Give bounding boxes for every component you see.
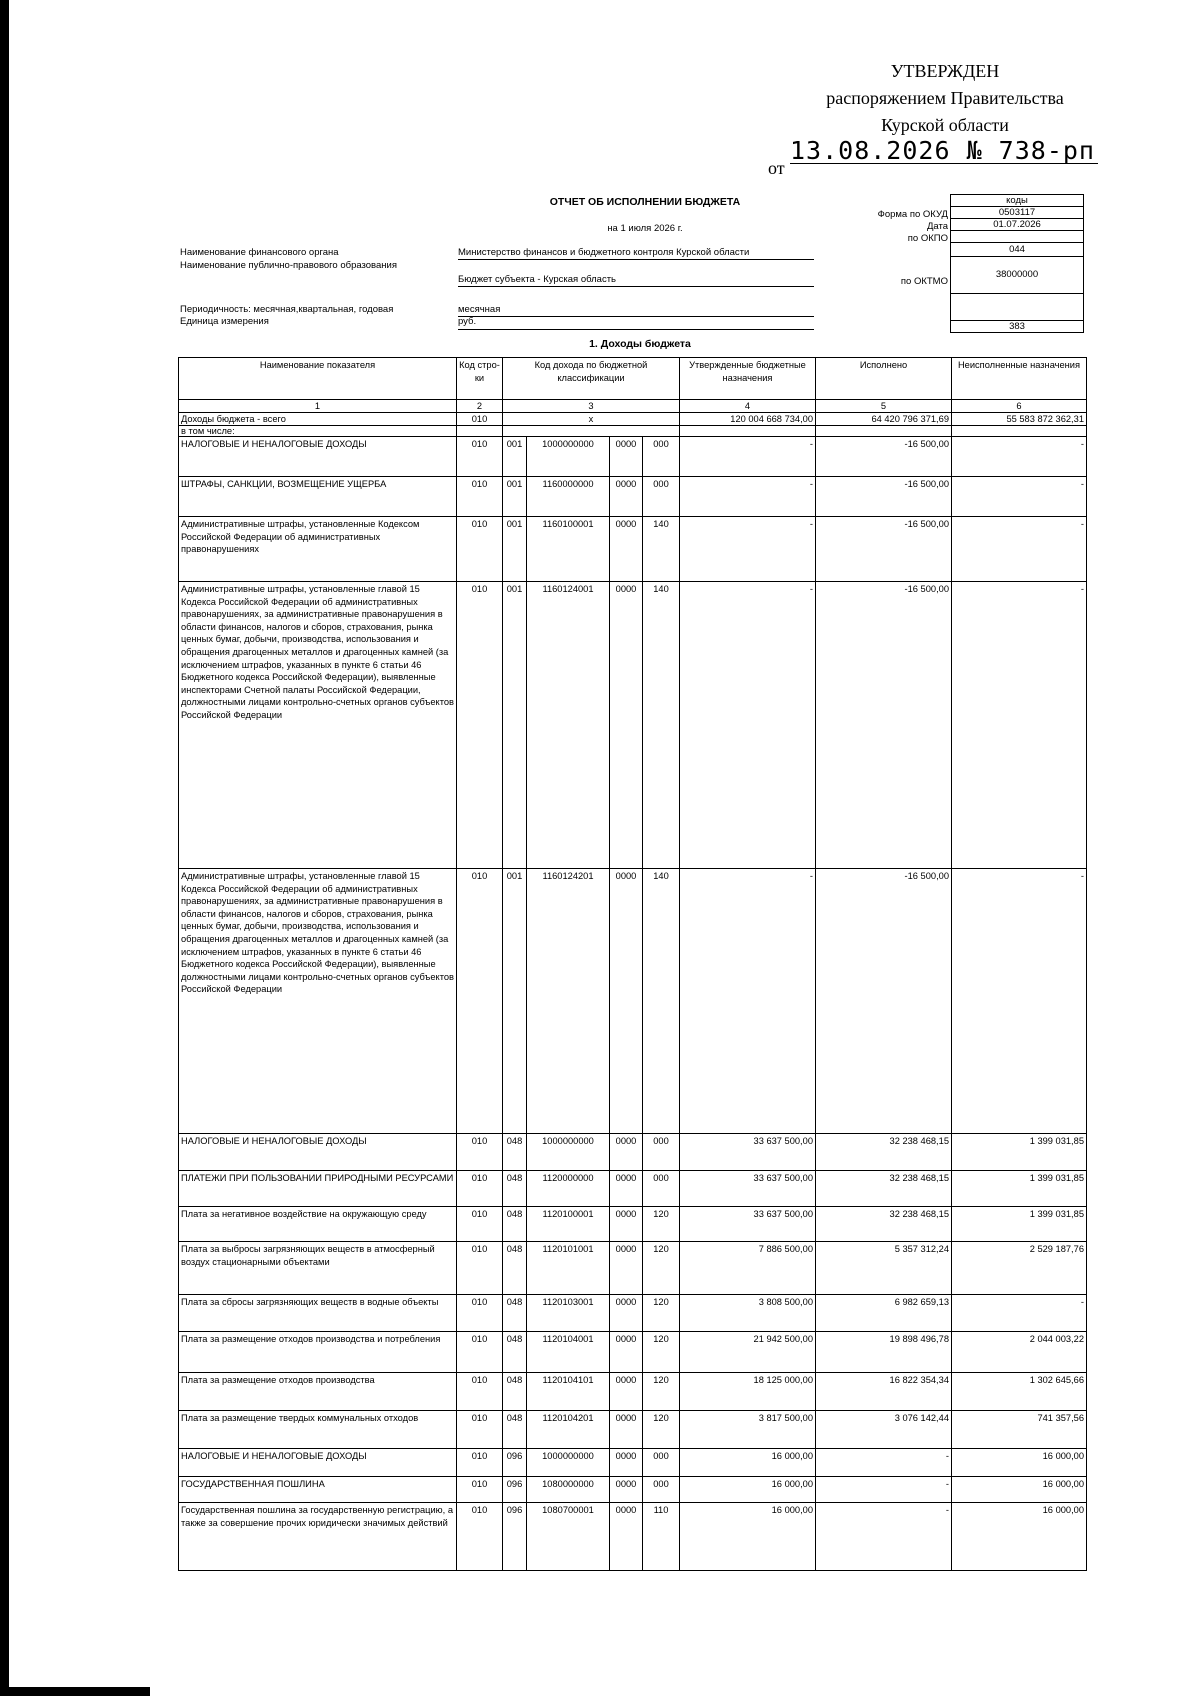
row-code-program: 0000 [610, 1449, 643, 1477]
total-done: 64 420 796 371,69 [816, 413, 952, 426]
row-done: - [816, 1477, 952, 1503]
unit-code-value: 383 [951, 321, 1084, 333]
okud-label: Форма по ОКУД [877, 209, 948, 220]
row-name: НАЛОГОВЫЕ И НЕНАЛОГОВЫЕ ДОХОДЫ [179, 1449, 457, 1477]
pub-value: Бюджет субъекта - Курская область [458, 274, 617, 285]
row-approved: 33 637 500,00 [680, 1134, 816, 1171]
row-code-admin: 048 [503, 1134, 527, 1171]
okud-value: 0503117 [951, 207, 1084, 219]
fin-org-value: Министерство финансов и бюджетного контроля Курской области [458, 247, 750, 258]
row-code-econ: 120 [643, 1332, 680, 1373]
row-name: НАЛОГОВЫЕ И НЕНАЛОГОВЫЕ ДОХОДЫ [179, 1134, 457, 1171]
row-code-program: 0000 [610, 1411, 643, 1449]
row-name: Административные штрафы, установленные главой 15 Кодекса Российской Федерации об административных правонарушениях, за административные правонарушения в области финансов, налогов и сборов, страхования, рынка ценных бумаг, добычи, производства, использования и обращения драгоценных металлов и драгоценных камней (за исключением штрафов, указанных в пункте 6 статьи 46 Бюджетного кодекса Российской Федерации), выявленные должностными лицами контрольно-счетных органов субъектов Российской Федерации [179, 869, 457, 1134]
row-code-income: 1120000000 [527, 1171, 610, 1207]
table-row [179, 1171, 1087, 1207]
row-done: 32 238 468,15 [816, 1171, 952, 1207]
row-line-code: 010 [457, 1411, 503, 1449]
income-rows [179, 437, 1087, 1571]
fin-org-underline [458, 259, 814, 260]
row-code-econ: 000 [643, 1171, 680, 1207]
table-row [179, 1242, 1087, 1295]
row-code-econ: 140 [643, 517, 680, 582]
row-name: Административные штрафы, установленные Кодексом Российской Федерации об административных правонарушениях [179, 517, 457, 582]
row-undone: - [952, 517, 1087, 582]
row-name: ПЛАТЕЖИ ПРИ ПОЛЬЗОВАНИИ ПРИРОДНЫМИ РЕСУРСАМИ [179, 1171, 457, 1207]
table-header-numbers [179, 400, 1087, 413]
row-line-code: 010 [457, 1171, 503, 1207]
total-undone: 55 583 872 362,31 [952, 413, 1087, 426]
row-name: Плата за размещение твердых коммунальных отходов [179, 1411, 457, 1449]
codes-box [950, 194, 1084, 333]
row-code-program: 0000 [610, 1207, 643, 1242]
row-code-econ: 000 [643, 477, 680, 517]
row-code-admin: 001 [503, 869, 527, 1134]
row-done: 19 898 496,78 [816, 1332, 952, 1373]
row-approved: 33 637 500,00 [680, 1171, 816, 1207]
pub-underline [458, 286, 814, 287]
row-done: -16 500,00 [816, 477, 952, 517]
approval-number: 13.08.2026 № 738-рп [790, 136, 1095, 165]
unit-underline [458, 329, 814, 330]
col-num-4: 4 [680, 400, 816, 413]
row-done: 5 357 312,24 [816, 1242, 952, 1295]
row-done: - [816, 1503, 952, 1571]
row-code-income: 1080700001 [527, 1503, 610, 1571]
date-label: Дата [926, 221, 948, 232]
table-row [179, 1295, 1087, 1332]
incl-blank [457, 426, 503, 437]
row-approved: 7 886 500,00 [680, 1242, 816, 1295]
row-done: -16 500,00 [816, 437, 952, 477]
codes-header: коды [951, 195, 1084, 207]
total-row [179, 413, 1087, 426]
row-approved: 16 000,00 [680, 1449, 816, 1477]
col-header-line: Код стро-ки [457, 358, 503, 400]
unit-value: руб. [458, 316, 477, 327]
row-code-program: 0000 [610, 869, 643, 1134]
row-code-program: 0000 [610, 1242, 643, 1295]
incl-blank [503, 426, 680, 437]
row-done: 3 076 142,44 [816, 1411, 952, 1449]
row-approved: 3 817 500,00 [680, 1411, 816, 1449]
approval-line-1: УТВЕРЖДЕН [890, 61, 1000, 81]
row-code-admin: 048 [503, 1242, 527, 1295]
col-header-done: Исполнено [816, 358, 952, 400]
table-header-row [179, 358, 1087, 400]
row-code-econ: 120 [643, 1295, 680, 1332]
row-code-program: 0000 [610, 477, 643, 517]
table-row [179, 582, 1087, 869]
row-done: -16 500,00 [816, 869, 952, 1134]
row-code-income: 1120104101 [527, 1373, 610, 1411]
total-name: Доходы бюджета - всего [179, 413, 457, 426]
approval-from: от [768, 158, 785, 178]
row-done: 6 982 659,13 [816, 1295, 952, 1332]
report-date-line: на 1 июля 2026 г. [607, 223, 683, 234]
row-code-admin: 001 [503, 477, 527, 517]
row-code-admin: 001 [503, 582, 527, 869]
table-row [179, 1207, 1087, 1242]
row-code-admin: 048 [503, 1332, 527, 1373]
row-line-code: 010 [457, 869, 503, 1134]
approval-block [815, 58, 1075, 139]
row-name: ГОСУДАРСТВЕННАЯ ПОШЛИНА [179, 1477, 457, 1503]
row-code-program: 0000 [610, 437, 643, 477]
table-row [179, 1503, 1087, 1571]
row-code-program: 0000 [610, 1295, 643, 1332]
row-approved: 33 637 500,00 [680, 1207, 816, 1242]
incl-blank [952, 426, 1087, 437]
row-undone: - [952, 869, 1087, 1134]
col-num-2: 2 [457, 400, 503, 413]
row-undone: - [952, 477, 1087, 517]
row-code-income: 1160124001 [527, 582, 610, 869]
row-approved: - [680, 517, 816, 582]
row-undone: 1 399 031,85 [952, 1134, 1087, 1171]
row-code-econ: 120 [643, 1373, 680, 1411]
row-approved: - [680, 869, 816, 1134]
row-code-program: 0000 [610, 1503, 643, 1571]
row-code-admin: 048 [503, 1295, 527, 1332]
row-code-admin: 048 [503, 1411, 527, 1449]
table-row [179, 1411, 1087, 1449]
row-done: -16 500,00 [816, 517, 952, 582]
table-row [179, 517, 1087, 582]
row-line-code: 010 [457, 1242, 503, 1295]
row-undone: - [952, 582, 1087, 869]
glava-value: 044 [951, 243, 1084, 257]
col-header-undone: Неисполненные назначения [952, 358, 1087, 400]
row-line-code: 010 [457, 1373, 503, 1411]
row-done: - [816, 1449, 952, 1477]
row-code-program: 0000 [610, 1332, 643, 1373]
row-line-code: 010 [457, 1332, 503, 1373]
col-header-code: Код дохода по бюджетной классификации [503, 358, 680, 400]
row-undone: 1 399 031,85 [952, 1207, 1087, 1242]
scan-edge-bottom [0, 1687, 150, 1696]
row-undone: 1 302 645,66 [952, 1373, 1087, 1411]
row-line-code: 010 [457, 517, 503, 582]
row-line-code: 010 [457, 1207, 503, 1242]
incl-row [179, 426, 1087, 437]
row-code-econ: 000 [643, 1449, 680, 1477]
row-approved: - [680, 437, 816, 477]
row-code-income: 1120101001 [527, 1242, 610, 1295]
row-code-income: 1120104201 [527, 1411, 610, 1449]
row-undone: 16 000,00 [952, 1449, 1087, 1477]
row-code-income: 1160124201 [527, 869, 610, 1134]
row-undone: - [952, 1295, 1087, 1332]
row-name: Плата за размещение отходов производства [179, 1373, 457, 1411]
row-approved: - [680, 582, 816, 869]
row-line-code: 010 [457, 1503, 503, 1571]
row-line-code: 010 [457, 1134, 503, 1171]
row-code-income: 1000000000 [527, 1449, 610, 1477]
section-title: 1. Доходы бюджета [589, 338, 691, 350]
income-table [178, 357, 1087, 1571]
table-row [179, 477, 1087, 517]
row-code-econ: 000 [643, 437, 680, 477]
total-approved: 120 004 668 734,00 [680, 413, 816, 426]
incl-blank [816, 426, 952, 437]
row-done: 32 238 468,15 [816, 1207, 952, 1242]
total-line: 010 [457, 413, 503, 426]
row-name: Плата за сбросы загрязняющих веществ в водные объекты [179, 1295, 457, 1332]
row-line-code: 010 [457, 437, 503, 477]
row-name: Административные штрафы, установленные главой 15 Кодекса Российской Федерации об административных правонарушениях, за административные правонарушения в области финансов, налогов и сборов, страхования, рынка ценных бумаг, добычи, производства, использования и обращения драгоценных металлов и драгоценных камней (за исключением штрафов, указанных в пункте 6 статьи 46 Бюджетного кодекса Российской Федерации), выявленные инспекторами Счетной палаты Российской Федерации, должностными лицами контрольно-счетных органов субъектов Российской Федерации [179, 582, 457, 869]
row-line-code: 010 [457, 1449, 503, 1477]
table-row [179, 1134, 1087, 1171]
row-code-admin: 048 [503, 1373, 527, 1411]
col-header-name: Наименование показателя [179, 358, 457, 400]
row-code-econ: 110 [643, 1503, 680, 1571]
row-code-program: 0000 [610, 1134, 643, 1171]
row-code-program: 0000 [610, 1171, 643, 1207]
row-code-income: 1120100001 [527, 1207, 610, 1242]
period-underline [458, 316, 814, 317]
oktmo-value: 38000000 [951, 257, 1084, 294]
row-code-econ: 120 [643, 1242, 680, 1295]
approval-line-3: Курской области [881, 115, 1009, 135]
row-code-econ: 140 [643, 869, 680, 1134]
row-code-econ: 120 [643, 1207, 680, 1242]
unit-label: Единица измерения [180, 316, 269, 327]
table-row [179, 1449, 1087, 1477]
row-done: -16 500,00 [816, 582, 952, 869]
row-done: 16 822 354,34 [816, 1373, 952, 1411]
row-code-admin: 001 [503, 437, 527, 477]
row-line-code: 010 [457, 582, 503, 869]
date-value: 01.07.2026 [951, 219, 1084, 231]
okpo-value [951, 231, 1084, 243]
table-row [179, 1477, 1087, 1503]
row-undone: 2 529 187,76 [952, 1242, 1087, 1295]
period-label: Периодичность: месячная,квартальная, годовая [180, 304, 394, 315]
row-name: ШТРАФЫ, САНКЦИИ, ВОЗМЕЩЕНИЕ УЩЕРБА [179, 477, 457, 517]
row-name: Государственная пошлина за государственную регистрацию, а также за совершение прочих юридически значимых действий [179, 1503, 457, 1571]
col-num-1: 1 [179, 400, 457, 413]
row-approved: 18 125 000,00 [680, 1373, 816, 1411]
row-code-income: 1120103001 [527, 1295, 610, 1332]
period-value: месячная [458, 304, 501, 315]
row-code-admin: 096 [503, 1449, 527, 1477]
row-approved: 3 808 500,00 [680, 1295, 816, 1332]
pub-label: Наименование публично-правового образования [180, 260, 397, 271]
row-undone: - [952, 437, 1087, 477]
row-approved: 21 942 500,00 [680, 1332, 816, 1373]
col-num-6: 6 [952, 400, 1087, 413]
row-undone: 1 399 031,85 [952, 1171, 1087, 1207]
row-code-program: 0000 [610, 517, 643, 582]
scan-edge-left [0, 0, 9, 1696]
blank-code-value [951, 294, 1084, 321]
row-line-code: 010 [457, 1477, 503, 1503]
approval-number-underline [790, 163, 1098, 164]
col-num-3: 3 [503, 400, 680, 413]
table-row [179, 1332, 1087, 1373]
oktmo-label: по ОКТМО [900, 276, 948, 287]
row-code-income: 1000000000 [527, 437, 610, 477]
col-num-5: 5 [816, 400, 952, 413]
table-row [179, 437, 1087, 477]
col-header-approved: Утвержденные бюджетные назначения [680, 358, 816, 400]
row-code-admin: 096 [503, 1477, 527, 1503]
row-code-income: 1120104001 [527, 1332, 610, 1373]
row-code-income: 1080000000 [527, 1477, 610, 1503]
okpo-label: по ОКПО [907, 233, 948, 244]
row-code-admin: 048 [503, 1171, 527, 1207]
row-code-econ: 140 [643, 582, 680, 869]
row-name: Плата за негативное воздействие на окружающую среду [179, 1207, 457, 1242]
fin-org-label: Наименование финансового органа [180, 247, 339, 258]
row-undone: 741 357,56 [952, 1411, 1087, 1449]
row-line-code: 010 [457, 1295, 503, 1332]
row-name: НАЛОГОВЫЕ И НЕНАЛОГОВЫЕ ДОХОДЫ [179, 437, 457, 477]
row-line-code: 010 [457, 477, 503, 517]
row-code-econ: 120 [643, 1411, 680, 1449]
row-code-income: 1160100001 [527, 517, 610, 582]
row-code-income: 1000000000 [527, 1134, 610, 1171]
row-undone: 16 000,00 [952, 1503, 1087, 1571]
row-approved: 16 000,00 [680, 1503, 816, 1571]
row-code-income: 1160000000 [527, 477, 610, 517]
row-undone: 16 000,00 [952, 1477, 1087, 1503]
approval-line-2: распоряжением Правительства [826, 88, 1064, 108]
table-row [179, 869, 1087, 1134]
row-code-admin: 001 [503, 517, 527, 582]
row-code-admin: 048 [503, 1207, 527, 1242]
row-name: Плата за размещение отходов производства и потребления [179, 1332, 457, 1373]
report-title: ОТЧЕТ ОБ ИСПОЛНЕНИИ БЮДЖЕТА [549, 196, 741, 208]
row-name: Плата за выбросы загрязняющих веществ в атмосферный воздух стационарными объектами [179, 1242, 457, 1295]
incl-blank [680, 426, 816, 437]
row-approved: - [680, 477, 816, 517]
total-code: x [503, 413, 680, 426]
row-code-program: 0000 [610, 582, 643, 869]
table-row [179, 1373, 1087, 1411]
row-code-admin: 096 [503, 1503, 527, 1571]
row-done: 32 238 468,15 [816, 1134, 952, 1171]
row-approved: 16 000,00 [680, 1477, 816, 1503]
incl-label: в том числе: [179, 426, 457, 437]
row-code-econ: 000 [643, 1477, 680, 1503]
row-code-program: 0000 [610, 1373, 643, 1411]
row-code-econ: 000 [643, 1134, 680, 1171]
row-code-program: 0000 [610, 1477, 643, 1503]
row-undone: 2 044 003,22 [952, 1332, 1087, 1373]
